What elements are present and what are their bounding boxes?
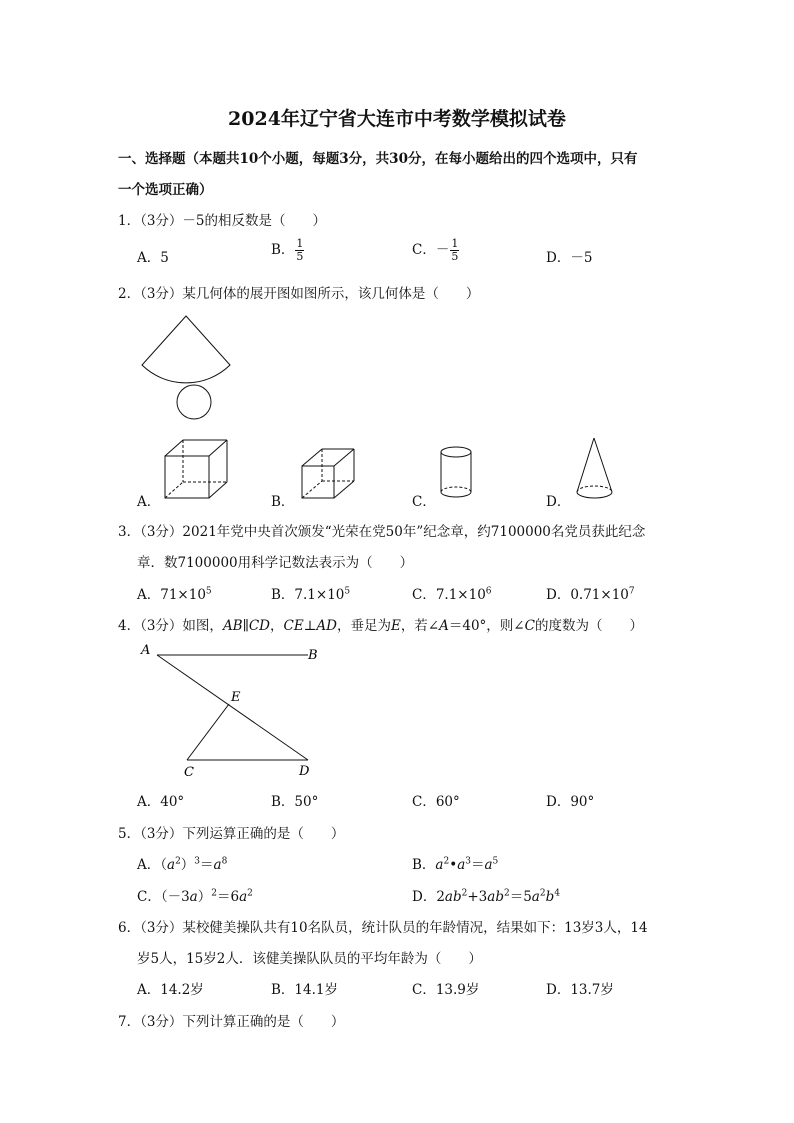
label-d: D — [299, 764, 310, 779]
question-5-option-c: C．$(-3a)^2=6a^2$ — [137, 888, 253, 905]
question-2-option-d: D． — [546, 494, 571, 510]
question-1-option-d: D．－5 — [546, 250, 593, 266]
fraction: $\frac{1}{5}$ — [296, 237, 304, 263]
question-2-option-a: A． — [137, 494, 161, 510]
question-4-option-d: D．90° — [546, 794, 595, 810]
question-5-option-a: A．$(a^2)^3=a^8$ — [137, 856, 228, 873]
question-7-text: 7．（3分）下列计算正确的是（ ） — [118, 1014, 345, 1030]
question-1-text: 1．（3分）－5的相反数是（ ） — [118, 213, 327, 229]
question-4-text: 4．（3分）如图，AB∥CD，CE⊥AD，垂足为E，若∠A＝40°，则∠C的度数为（ ） — [118, 618, 643, 634]
question-3-text-line1: 3．（3分）2021年党中央首次颁发“光荣在党50年”纪念章，约7100000名党员获此纪念 — [118, 524, 646, 540]
question-3-option-b: B．$7.1\times 10^5$ — [271, 586, 351, 603]
page-title: 2024年辽宁省大连市中考数学模拟试卷 — [228, 108, 566, 130]
question-1-option-a: A．5 — [137, 250, 169, 266]
question-1-option-c: C．－ $\frac{1}{5}$ — [412, 237, 459, 263]
question-4-option-b: B．50° — [271, 794, 319, 810]
label-c: C — [184, 765, 194, 780]
question-4-option-a: A．40° — [137, 794, 185, 810]
question-3-option-c: C．$7.1\times 10^6$ — [412, 586, 492, 603]
question-6-text-line2: 岁5人，15岁2人．该健美操队队员的平均年龄为（ ） — [137, 951, 482, 967]
question-3-text-line2: 章．数7100000用科学记数法表示为（ ） — [137, 555, 414, 571]
question-5-option-d: D．$2ab^2+3ab^2=5a^2b^4$ — [412, 888, 560, 905]
label-b: B — [308, 648, 318, 663]
question-6-text-line1: 6．（3分）某校健美操队共有10名队员，统计队员的年龄情况，结果如下：13岁3人，14 — [118, 920, 648, 936]
question-3-option-d: D．$0.71\times 10^7$ — [546, 586, 635, 603]
question-6-option-b: B．14.1岁 — [271, 982, 338, 998]
question-5-text: 5．（3分）下列运算正确的是（ ） — [118, 826, 345, 842]
question-2-text: 2．（3分）某几何体的展开图如图所示，该几何体是（ ） — [118, 286, 480, 302]
label-e: E — [231, 690, 241, 705]
question-2-option-b: B． — [271, 494, 295, 510]
segment-ad — [157, 655, 308, 760]
segment-ce — [187, 704, 229, 760]
question-2-option-c: C． — [412, 494, 436, 510]
fraction: $\frac{1}{5}$ — [451, 237, 459, 263]
question-4-option-c: C．60° — [412, 794, 460, 810]
question-6-option-a: A．14.2岁 — [137, 982, 204, 998]
question-3-option-a: A．$71\times 10^5$ — [137, 586, 212, 603]
section-heading-line2: 一个选项正确） — [118, 182, 213, 198]
question-1-option-b: B． $\frac{1}{5}$ — [271, 237, 304, 263]
label-a: A — [141, 643, 151, 658]
question-6-option-c: C．13.9岁 — [412, 982, 480, 998]
question-6-option-d: D．13.7岁 — [546, 982, 614, 998]
section-heading-line1: 一、选择题（本题共10个小题，每题3分，共30分，在每小题给出的四个选项中，只有 — [118, 151, 638, 167]
question-5-option-b: B．$a^2•a^3=a^5$ — [412, 856, 499, 873]
